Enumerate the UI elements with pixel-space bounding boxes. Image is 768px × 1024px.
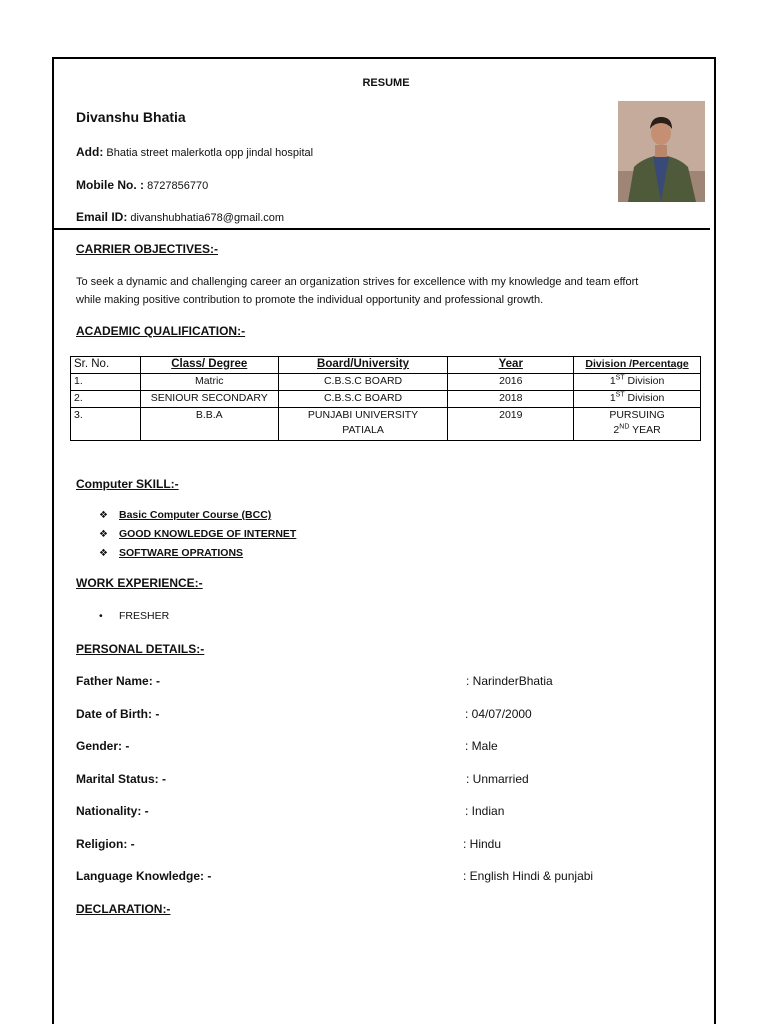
father-name-value: : NarinderBhatia <box>466 674 553 688</box>
cell-board: C.B.S.C BOARD <box>278 374 448 391</box>
diamond-bullet-icon: ❖ <box>99 529 108 540</box>
objectives-heading: CARRIER OBJECTIVES:- <box>76 242 219 256</box>
table-row <box>71 408 701 441</box>
header-year: Year <box>448 357 574 374</box>
list-item: ❖ Basic Computer Course (BCC) <box>99 509 272 521</box>
academic-table <box>70 356 701 441</box>
mobile-line <box>76 178 208 192</box>
mobile-value: 8727856770 <box>147 180 209 192</box>
address-line <box>76 145 313 159</box>
table-header-row <box>71 357 701 374</box>
marital-status-label: Marital Status: - <box>76 772 167 786</box>
work-heading: WORK EXPERIENCE:- <box>76 576 203 590</box>
cell-sr: 1. <box>71 374 141 391</box>
academic-heading: ACADEMIC QUALIFICATION:- <box>76 324 246 338</box>
dob-label: Date of Birth: - <box>76 707 160 721</box>
work-list <box>99 610 169 622</box>
resume-page <box>52 57 716 1024</box>
email-line <box>76 210 284 224</box>
header-board-university: Board/University <box>278 357 448 374</box>
cell-division: 1ST Division <box>574 374 701 391</box>
objectives-line-1: To seek a dynamic and challenging career an organization strives for excellence with my knowledge and team effort <box>76 276 639 288</box>
cell-class: Matric <box>140 374 278 391</box>
header-sr-no: Sr. No. <box>71 357 141 374</box>
table-row <box>71 374 701 391</box>
cell-division: 1ST Division <box>574 391 701 408</box>
skills-heading: Computer SKILL:- <box>76 477 179 491</box>
address-label: Add: <box>76 145 104 159</box>
religion-value: : Hindu <box>463 837 502 851</box>
objectives-text <box>76 273 696 309</box>
nationality-value: : Indian <box>465 804 505 818</box>
dob-value: : 04/07/2000 <box>465 707 532 721</box>
cell-sr: 2. <box>71 391 141 408</box>
gender-label: Gender: - <box>76 739 130 753</box>
personal-heading: PERSONAL DETAILS:- <box>76 642 205 656</box>
cell-class: SENIOUR SECONDARY <box>140 391 278 408</box>
diamond-bullet-icon: ❖ <box>99 548 108 559</box>
mobile-label: Mobile No. : <box>76 178 144 192</box>
language-label: Language Knowledge: - <box>76 869 212 883</box>
language-value: : English Hindi & punjabi <box>463 869 594 883</box>
list-item: • FRESHER <box>99 610 170 622</box>
objectives-line-2: while making positive contribution to promote the individual opportunity and professional growth. <box>76 294 544 306</box>
cell-year: 2018 <box>448 391 574 408</box>
cell-division: PURSUING 2ND YEAR <box>574 408 701 441</box>
skills-list <box>99 509 296 566</box>
document-title: RESUME <box>362 77 410 89</box>
email-value: divanshubhatia678@gmail.com <box>130 212 285 224</box>
cell-sr: 3. <box>71 408 141 441</box>
cell-class: B.B.A <box>140 408 278 441</box>
person-photo-icon <box>618 101 705 202</box>
marital-status-value: : Unmarried <box>466 772 529 786</box>
dot-bullet-icon: • <box>99 610 103 622</box>
cell-board: PUNJABI UNIVERSITY PATIALA <box>278 408 448 441</box>
header-divider <box>54 228 710 230</box>
father-name-label: Father Name: - <box>76 674 161 688</box>
address-value: Bhatia street malerkotla opp jindal hospital <box>106 147 314 159</box>
list-item: ❖ SOFTWARE OPRATIONS <box>99 547 244 559</box>
diamond-bullet-icon: ❖ <box>99 510 108 521</box>
email-label: Email ID: <box>76 210 128 224</box>
religion-label: Religion: - <box>76 837 135 851</box>
cell-board: C.B.S.C BOARD <box>278 391 448 408</box>
list-item: ❖ GOOD KNOWLEDGE OF INTERNET <box>99 528 297 540</box>
header-class-degree: Class/ Degree <box>140 357 278 374</box>
declaration-heading: DECLARATION:- <box>76 902 171 916</box>
cell-year: 2019 <box>448 408 574 441</box>
nationality-label: Nationality: - <box>76 804 149 818</box>
profile-photo <box>618 101 705 202</box>
table-row <box>71 391 701 408</box>
gender-value: : Male <box>465 739 498 753</box>
cell-year: 2016 <box>448 374 574 391</box>
header-division-percentage: Division /Percentage <box>574 357 701 374</box>
candidate-name: Divanshu Bhatia <box>76 109 186 125</box>
